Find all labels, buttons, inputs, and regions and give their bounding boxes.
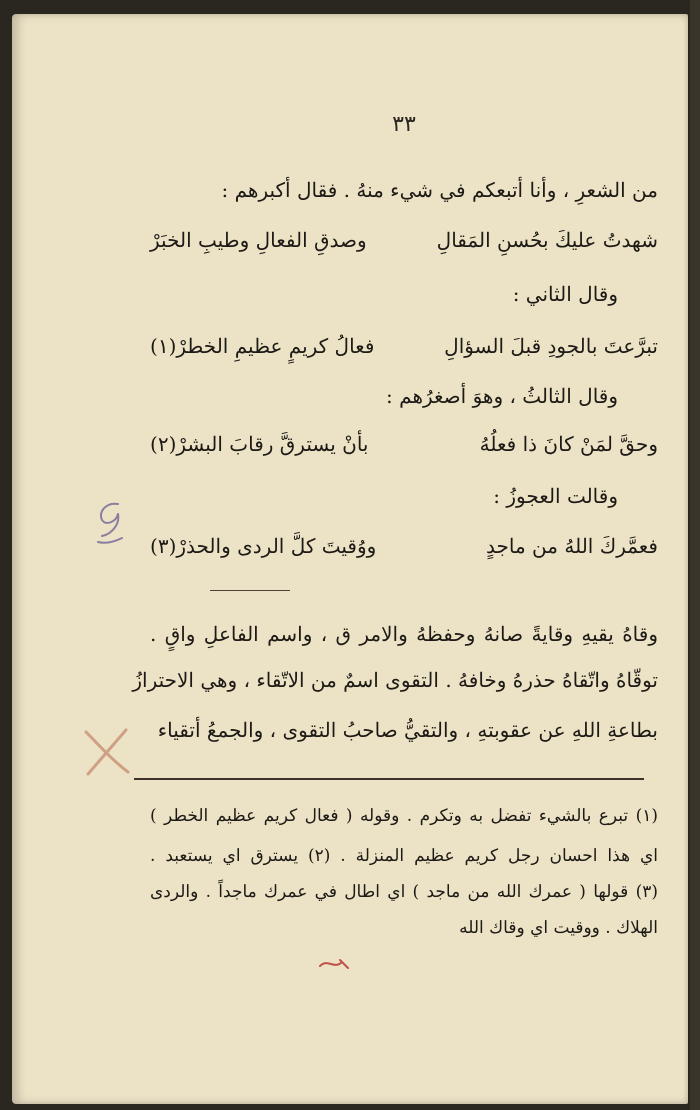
speaker-line: وقال الثالثُ ، وهوَ أصغرُهم : xyxy=(386,384,618,408)
gloss-line: توقّاهُ واتّقاهُ حذرهُ وخافهُ . التقوى اسمٌ من الاتّقاء ، وهي الاحترازُ xyxy=(132,668,658,692)
verse-first-hemistich: تبرَّعتَ بالجودِ قبلَ السؤالِ xyxy=(444,334,658,358)
footnote-line: الهلاك . ووقيت اي وقاك الله xyxy=(459,918,658,938)
pencil-scribble-icon xyxy=(88,498,128,550)
red-pencil-mark-icon xyxy=(318,956,352,974)
verse-second-hemistich: ووُقيتَ كلَّ الردى والحذرْ(٣) xyxy=(150,534,377,558)
verse-line xyxy=(150,432,658,456)
gloss-line: بطاعةِ اللهِ عن عقوبتهِ ، والتقيُّ صاحبُ التقوى ، والجمعُ أتقياء xyxy=(157,718,658,742)
prose-line: من الشعرِ ، وأنا أتبعكم في شيء منهُ . فقال أكبرهم : xyxy=(221,178,658,202)
verse-second-hemistich: وصدقِ الفعالِ وطيبِ الخبَرْ xyxy=(150,228,367,252)
speaker-line: وقال الثاني : xyxy=(512,282,618,306)
footnote-line: اي هذا احسان رجل كريم عظيم المنزلة . (٢) يسترق اي يستعبد . xyxy=(150,846,658,866)
verse-line xyxy=(150,228,658,252)
verse-first-hemistich: فعمَّركَ اللهُ من ماجدٍ xyxy=(486,534,658,558)
page-edge xyxy=(690,0,700,1110)
verse-second-hemistich: بأنْ يسترقَّ رقابَ البشرْ(٢) xyxy=(150,432,369,456)
gloss-line: وقاهُ يقيهِ وقايةً صانهُ وحفظهُ والامر ق ، واسم الفاعلِ واقٍ . xyxy=(150,622,658,646)
footnote-rule xyxy=(134,778,644,780)
verse-line xyxy=(150,334,658,358)
cross-mark-icon xyxy=(78,722,136,780)
verse-second-hemistich: فعالُ كريمٍ عظيمِ الخطرْ(١) xyxy=(150,334,375,358)
verse-line xyxy=(150,534,658,558)
section-divider xyxy=(210,590,290,591)
page-number: ٣٣ xyxy=(392,112,416,137)
verse-first-hemistich: وحقَّ لمَنْ كانَ ذا فعلُهُ xyxy=(479,432,658,456)
speaker-line: وقالت العجوزُ : xyxy=(493,484,618,508)
footnote-line: (٣) قولها ( عمرك الله من ماجد ) اي اطال في عمرك ماجداً . والردى xyxy=(150,882,658,902)
verse-first-hemistich: شهدتُ عليكَ بحُسنِ المَقالِ xyxy=(436,228,658,252)
footnote-line: (١) تبرع بالشيء تفضل به وتكرم . وقوله ( فعال كريم عظيم الخطر ) xyxy=(150,806,659,826)
